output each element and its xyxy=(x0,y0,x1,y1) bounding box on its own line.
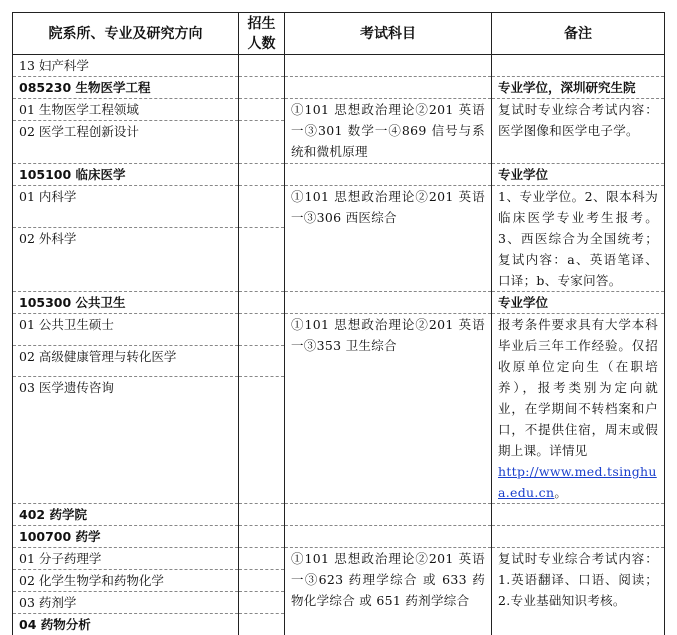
direction-cell: 01 生物医学工程领域 xyxy=(13,99,239,121)
direction-cell: 02 医学工程创新设计 xyxy=(13,121,239,164)
note-cell: 复试时专业综合考试内容：1.英语翻译、口语、阅读；2.专业基础知识考核。 xyxy=(492,548,665,635)
header-enrollment xyxy=(239,13,285,55)
direction-cell: 02 化学生物学和药物化学 xyxy=(13,570,239,592)
major-title: 105100 临床医学 xyxy=(13,164,239,186)
direction-cell: 01 公共卫生硕士 xyxy=(13,314,239,346)
table-row xyxy=(13,164,665,186)
major-title: 105300 公共卫生 xyxy=(13,292,239,314)
table-row xyxy=(13,55,665,77)
med-website-link[interactable] xyxy=(498,461,658,500)
table-row xyxy=(13,504,665,526)
header-enroll-line2: 人数 xyxy=(248,36,276,52)
header-direction: 院系所、专业及研究方向 xyxy=(13,13,239,55)
note-cell: 专业学位 xyxy=(492,164,665,186)
table-row xyxy=(13,314,665,346)
table-header-row xyxy=(13,13,665,55)
direction-cell: 03 药剂学 xyxy=(13,592,239,614)
note-cell: 专业学位，深圳研究生院 xyxy=(492,77,665,99)
direction-cell: 04 药物分析 xyxy=(13,614,239,635)
link-line2: a.edu.cn xyxy=(498,485,554,500)
note-cell xyxy=(492,314,665,504)
table-row xyxy=(13,186,665,228)
note-cell: 专业学位 xyxy=(492,292,665,314)
exam-cell: ①101 思想政治理论②201 英语一③301 数学一④869 信号与系统和微机原理 xyxy=(285,99,492,164)
table-row xyxy=(13,548,665,570)
note-text: 报考条件要求具有大学本科毕业后三年工作经验。仅招收原单位定向生（在职培养），报考类别为定向就业，在学期间不转档案和户口，不提供住宿，周末或假期上课。详情见 xyxy=(498,317,658,458)
direction-cell: 02 高级健康管理与转化医学 xyxy=(13,345,239,377)
table-row xyxy=(13,77,665,99)
link-line1: http://www.med.tsinghu xyxy=(498,461,658,482)
major-title: 085230 生物医学工程 xyxy=(13,77,239,99)
note-cell: 1、专业学位。2、限本科为临床医学专业考生报考。3、西医综合为全国统考；复试内容：a、英语笔译、口译；b、专家问答。 xyxy=(492,186,665,292)
direction-cell: 01 内科学 xyxy=(13,186,239,228)
table-row xyxy=(13,526,665,548)
direction-cell: 03 医学遗传咨询 xyxy=(13,377,239,504)
direction-cell: 01 分子药理学 xyxy=(13,548,239,570)
note-tail: 。 xyxy=(554,485,567,500)
direction-cell: 02 外科学 xyxy=(13,228,239,292)
exam-cell: ①101 思想政治理论②201 英语一③623 药理学综合 或 633 药物化学综合 或 651 药剂学综合 xyxy=(285,548,492,635)
note-cell: 复试时专业综合考试内容：医学图像和医学电子学。 xyxy=(492,99,665,164)
major-title: 100700 药学 xyxy=(13,526,239,548)
header-enroll-line1: 招生 xyxy=(248,16,276,32)
header-note: 备注 xyxy=(492,13,665,55)
table-row xyxy=(13,292,665,314)
school-title: 402 药学院 xyxy=(13,504,239,526)
exam-cell: ①101 思想政治理论②201 英语一③353 卫生综合 xyxy=(285,314,492,504)
table-row xyxy=(13,99,665,121)
exam-cell: ①101 思想政治理论②201 英语一③306 西医综合 xyxy=(285,186,492,292)
direction-cell: 13 妇产科学 xyxy=(13,55,239,77)
header-exam: 考试科目 xyxy=(285,13,492,55)
admissions-catalog-table xyxy=(12,12,665,635)
